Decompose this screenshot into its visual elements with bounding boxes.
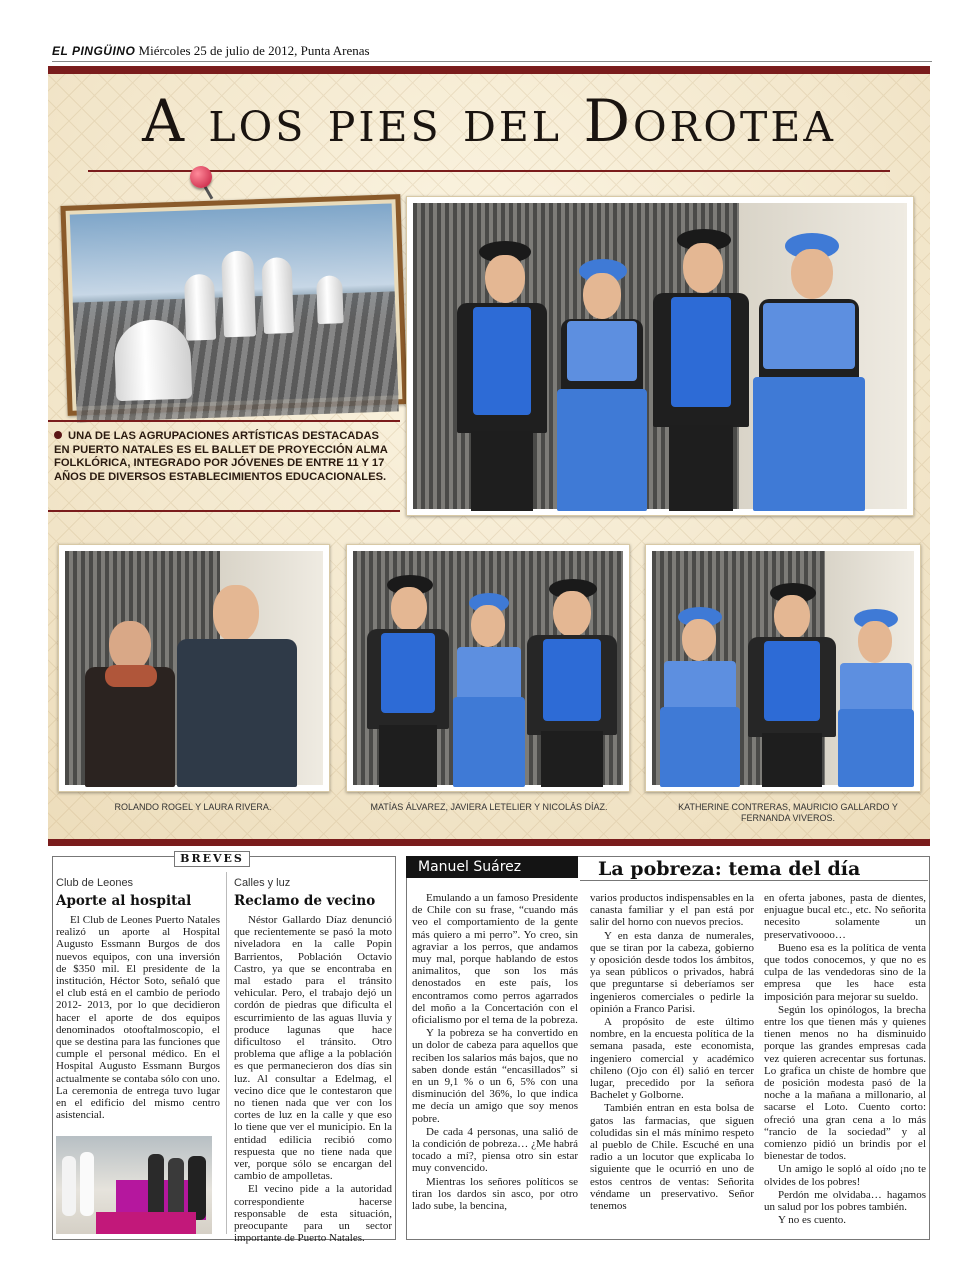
column-paragraph: De cada 4 personas, una salió de la condición de pobreza… ¿Me habrá tocado a mí?, piensa otro sin estar muy convencido. xyxy=(412,1125,578,1175)
photo-caption: KATHERINE CONTRERAS, MAURICIO GALLARDO Y FERNANDA VIVEROS. xyxy=(678,802,898,823)
couple-image xyxy=(65,551,323,785)
dancer-figure xyxy=(749,233,869,511)
caption-rule-bottom xyxy=(48,510,400,512)
column-paragraph: A propósito de este último nombre, en la encuesta política de la semana pasada, este economista, ingeniero comercial y académico chileno (Ojo con él) salió en tercer lugar, precedido por la señora Bachelet y Golborne. xyxy=(590,1016,754,1102)
column-text-col2 xyxy=(590,892,754,1236)
dancer-figure xyxy=(653,229,749,511)
column-author: Manuel Suárez xyxy=(406,856,578,878)
column-text-col3 xyxy=(764,892,926,1236)
couple-photo xyxy=(58,544,330,792)
column-paragraph: Emulando a un famoso Presidente de Chile con su frase, “cuando más veo el comportamiento de la gente más quiero a mi perro”. Yo creo, sin agraviar a los perros, que andamos muy mal, porque hablando de estos animalitos, que son los más denostados en este país, los encontramos como perros agarrados del moño a la Concertación con el oficialismo por el tema de la pobreza. xyxy=(412,892,578,1027)
trio-photo-2 xyxy=(645,544,921,792)
dancer-figure xyxy=(453,593,525,787)
caption-rule-top xyxy=(48,420,400,422)
column-paragraph: También entran en esta bolsa de gatos las farmacias, que siguen coludidas sin el más mínimo respeto al pueblo de Chile. Escuché en una radio a un locutor que explicaba lo siguiente que le ocurrió en uno de estos centros de ventas: Señorita véndame un preservativo. Señor tenemos xyxy=(590,1102,754,1213)
dateline: Miércoles 25 de julio de 2012, Punta Arenas xyxy=(138,43,370,58)
breve-title: Aporte al hospital xyxy=(56,893,192,909)
column-paragraph: Según los opinólogos, la brecha entre los que tienen más y quienes tienen menos no ha disminuido porque las grandes empresas cada vez quieren acrecentar sus fortunas. Lo grafica un chiste de hombre que de posición modesta pasó de la noche a la mañana a millonario, al sacarse el Loto. Cuento corto: ofreció una gran cena a lo más “rancio de la sociedad” y al comienzo pidió un brindis por el bienestar de todos. xyxy=(764,1003,926,1163)
main-photo-caption xyxy=(54,430,396,484)
breve-body xyxy=(56,914,220,1130)
finger-sculpture xyxy=(261,257,294,334)
dancers-group-photo xyxy=(406,196,914,516)
monument-image xyxy=(70,203,399,406)
caption-bullet-icon xyxy=(54,431,62,439)
column-paragraph: Y no es cuento. xyxy=(778,1214,847,1227)
person-figure xyxy=(80,1152,94,1216)
pushpin-icon xyxy=(190,166,212,188)
column-paragraph: Un amigo le sopló al oído ¡no te olvides de los pobres! xyxy=(764,1163,926,1188)
column-paragraph: varios productos indispensables en la canasta familiar y el pan está por salir del horno con nuevos precios. xyxy=(590,892,754,929)
feature-panel xyxy=(48,66,930,846)
breve-paragraph: El Club de Leones Puerto Natales realizó un aporte al Hospital Augusto Essmann Burgos de dos nuevos equipos, con una inversión de $350 mil. El presidente de la institución, Héctor Soto, señaló que el club está en el cambio de periodo 2012- 2013, por lo que decidieron hacer el aporte de dos equipos denominados otooftalmoscopio, el que se destina para las funciones que cumple el personal médico. En el Hospital Augusto Essmann Burgos actualmente se contaba sólo con uno. La ceremonia de entrega tuvo lugar en el edificio del mismo centro asistencial. xyxy=(56,914,220,1122)
finger-sculpture xyxy=(184,274,216,341)
dancer-figure xyxy=(527,579,617,787)
person-figure xyxy=(188,1156,206,1220)
breve-title: Reclamo de vecino xyxy=(234,893,376,909)
breves-divider xyxy=(226,872,227,1234)
photo-caption: MATÍAS ÁLVAREZ, JAVIERA LETELIER Y NICOLÁS DÍAZ. xyxy=(370,802,608,812)
dancer-figure xyxy=(553,259,651,511)
thumb-sculpture xyxy=(113,319,192,402)
finger-sculpture xyxy=(316,275,344,324)
running-head xyxy=(52,42,932,62)
person-figure xyxy=(177,585,297,787)
trio-image-1 xyxy=(353,551,623,785)
photo-caption: ROLANDO ROGEL Y LAURA RIVERA. xyxy=(114,802,272,812)
breve-kicker: Calles y luz xyxy=(234,877,291,889)
breve-paragraph: El vecino pide a la autoridad correspondiente hacerse responsable de esta situación, preocupante para un sector importante de Puerto Natales. xyxy=(234,1183,392,1245)
breve-kicker: Club de Leones xyxy=(56,877,134,889)
column-title-rule xyxy=(580,880,928,881)
column-paragraph: Y la pobreza se ha convertido en un dolor de cabeza para aquellos que reciben los salarios más bajos, que no saben donde están “encasillados” si en un 9,1 % o un 6, 5% con una disminución del 36%, lo que indica me decía un amigo que soy menos pobre. xyxy=(412,1027,578,1125)
finger-sculpture xyxy=(221,250,256,337)
person-figure xyxy=(62,1156,76,1216)
trio-photo-1 xyxy=(346,544,630,792)
breve-body xyxy=(234,914,392,1245)
dancer-figure xyxy=(838,609,914,787)
hospital-ceremony-photo xyxy=(56,1136,212,1234)
dorotea-monument-photo xyxy=(60,194,407,416)
column-paragraph: en oferta jabones, pasta de dientes, enjuague bucal etc., etc. No señorita necesito solamente un preservativoooo… xyxy=(764,892,926,941)
column-paragraph: Y en esta danza de numerales, que se tiran por la cabeza, gobierno y oposición desde todos los ámbitos, ya sean públicos o privados, habrá que preguntarse si deberíamos ser ingenieros comerciales o pedirle la opinión a Franco Parisi. xyxy=(590,929,754,1015)
dancers-image xyxy=(413,203,907,509)
column-paragraph: Mientras los señores políticos se tiran los dardos sin asco, por otro lado sube, la bencina, xyxy=(412,1175,578,1213)
table xyxy=(96,1212,196,1234)
column-text-col1 xyxy=(412,892,578,1236)
feature-headline: A los pies del Dorotea xyxy=(142,87,836,155)
column-paragraph: Perdón me olvidaba… hagamos un salud por los pobres también. xyxy=(764,1188,926,1214)
dancer-figure xyxy=(748,583,836,787)
dancer-figure xyxy=(660,607,740,787)
person-figure xyxy=(85,621,175,787)
dancer-figure xyxy=(457,241,547,511)
person-figure xyxy=(168,1158,184,1220)
breve-paragraph: Néstor Gallardo Díaz denunció que recientemente se pasó la moto niveladora en la calle Popin Barrientos, Población Octavio Castro, ya que se encontraba en mal estado para el tránsito vehicular. Pero, el trabajo dejó un cordón de piedras que dificulta el escurrimiento de las aguas lluvia y produce lagunas que hace dificultoso el tránsito. Otro problema que aflige a la población es que permanecieron dos días sin luz. Al consultar a Edelmag, el vecino dice que le contestaron que no tienen nada que ver con los cortes de luz en la calle y que eso lo tiene que ver el municipio. En la entidad edilicia recibió como respuesta que no tiene nada que ver, porque sólo se encargan del cambio de ampolletas. xyxy=(234,914,392,1183)
dancer-figure xyxy=(367,575,449,787)
person-figure xyxy=(148,1154,164,1220)
newspaper-brand: EL PINGÜINO xyxy=(52,44,136,58)
column-title: La pobreza: tema del día xyxy=(598,858,861,880)
breves-label: BREVES xyxy=(174,851,250,867)
main-caption-text: UNA DE LAS AGRUPACIONES ARTÍSTICAS DESTACADAS EN PUERTO NATALES ES EL BALLET DE PROYECCIÓN ALMA FOLKLÓRICA, INTEGRADO POR JÓVENES DE ENTRE 11 Y 17 AÑOS DE DIVERSOS ESTABLECIMIENTOS EDUCACIONALES. xyxy=(54,430,388,483)
trio-image-2 xyxy=(652,551,914,785)
column-paragraph: Bueno esa es la política de venta que todos conocemos, y que no es culpa de las vendedoras sino de la empresa que les hace esta imposición para mejorar su sueldo. xyxy=(764,941,926,1003)
